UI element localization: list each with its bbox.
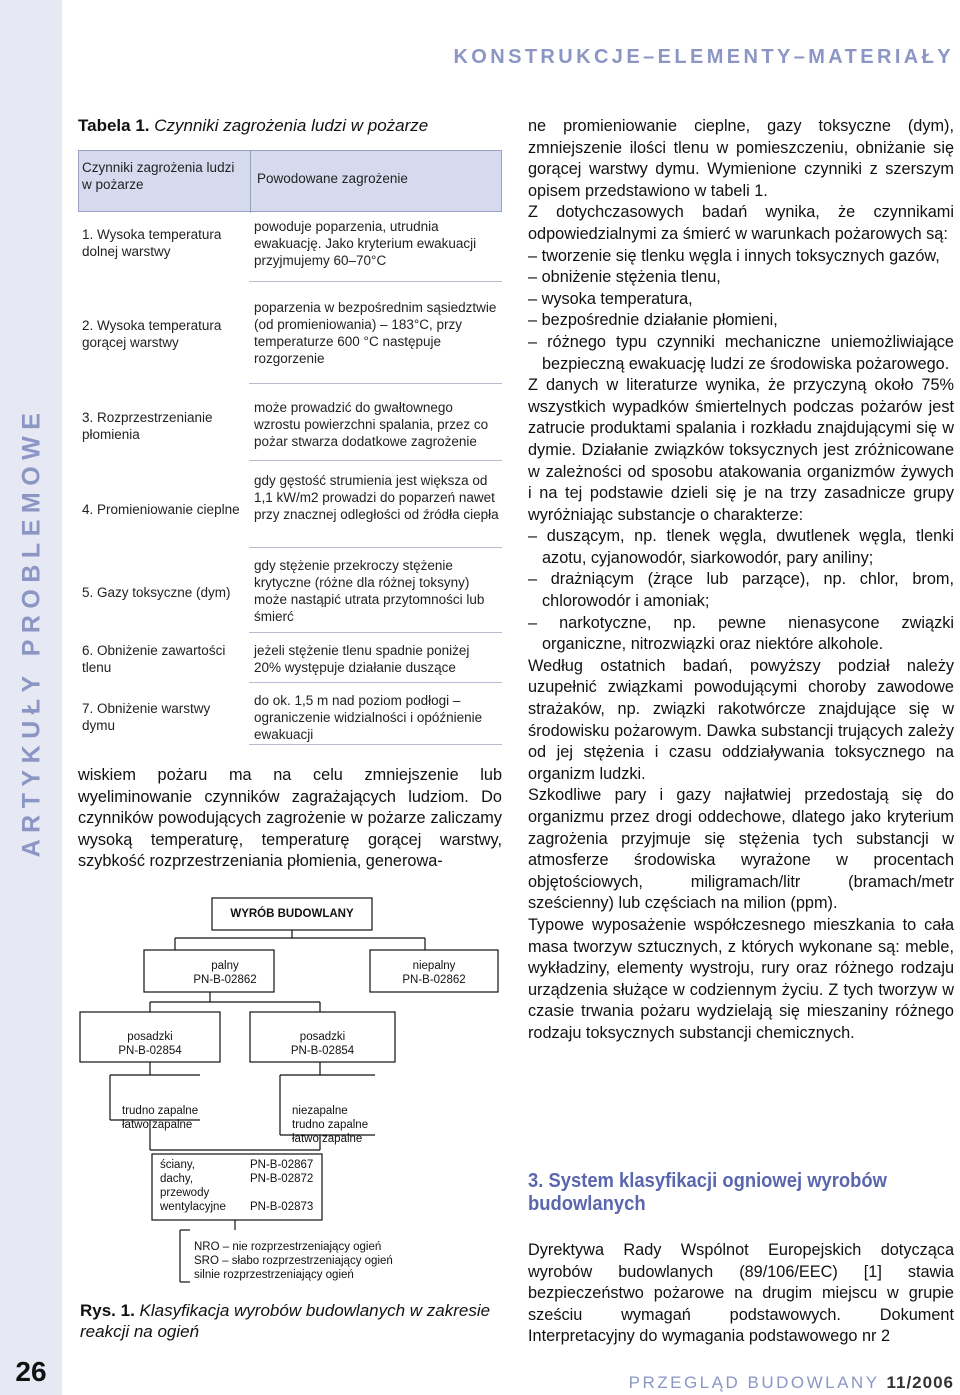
table-title [78, 116, 428, 136]
sidebar-label: ARTYKUŁY PROBLEMOWE [17, 406, 46, 858]
list-item: – tworzenie się tlenku węgla i innych toksycznych gazów, [528, 246, 940, 265]
paragraph: Typowe wyposażenie współczesnego mieszkania to cała masa tworzyw sztucznych, z których wykonane są: meble, wykładziny, elementy wystroju, rury oraz różnego rodzaju urządzenia służące w codziennym życiu. Z tych tworzyw w czasie trwania pożaru wydzielają się mieszaniny różnego rodzaju toksycznych substancji chemicznych. [528, 915, 954, 1042]
factor-cell: 2. Wysoka temperatura gorącej warstwy [82, 318, 222, 350]
factor-cell: 3. Rozprzestrzenianie płomienia [82, 410, 213, 442]
right-column-text [528, 116, 954, 1045]
bottom-text [528, 1240, 954, 1348]
page-number: 26 [15, 1356, 47, 1387]
paragraph: ne promieniowanie cieplne, gazy toksyczne (dym), zmniejszenie ilości tlenu w pomieszczeniu, obniżanie się gorącej warstwy dymu. Wymienione czynniki z szerszym opisem przedstawiono w tabeli 1. [528, 117, 954, 200]
list-item: – narkotyczne, np. pewne nienasycone związki organiczne, nitrozwiązki oraz niektóre alkohole. [528, 613, 954, 654]
factor-cell: 5. Gazy toksyczne (dym) [82, 585, 231, 600]
journal-name: PRZEGLĄD BUDOWLANY [628, 1373, 880, 1392]
right-leaf: niezapalne trudno zapalne łatwo zapalne [292, 1105, 369, 1145]
list-item: – wysoka temperatura, [528, 289, 693, 308]
hazard-cell: poparzenia w bezpośrednim sąsiedztwie (od promieniowania) – 183°C, przy temperaturze 600 °C następuje rozgorzenie [254, 300, 497, 366]
table-caption: Czynniki zagrożenia ludzi w pożarze [154, 116, 429, 135]
table-header [78, 150, 502, 212]
classification-diagram [70, 880, 510, 1300]
posadzki-right-node: posadzki PN-B-02854 [290, 1031, 355, 1057]
hazard-table [78, 150, 502, 742]
paragraph: wiskiem pożaru ma na celu zmniejszenie lub wyeliminowanie czynników zagrażających ludziom. Do czynników powodujących zagrożenie w pożarze zaliczamy wysoką temperaturę, temperaturę gorącej warstwy, szybkość rozprzestrzeniania płomienia, generowa- [78, 766, 502, 871]
hazard-cell: jeżeli stężenie tlenu spadnie poniżej 20% występuje działanie duszące [254, 643, 470, 675]
list-item: – różnego typu czynniki mechaniczne uniemożliwiające bezpieczną ewakuację ludzi ze środowiska pożarowego. [528, 332, 954, 373]
paragraph: Szkodliwe pary i gazy najłatwiej przedostają się do organizmu przez drogi oddechowe, dlatego jako kryterium zagrożenia przyjmuje się stężenia tych substancji w atmosferze środowiska wyrażone w procentach objętościowych, miligramach/litr (bramach/metr sześcienny) lub częściach na milion (ppm). [528, 786, 954, 913]
list-item: – drażniącym (żrące lub parzące), np. chlor, brom, chlorowodór i amoniak; [528, 570, 954, 611]
hazard-cell: gdy gęstość strumienia jest większa od 1,1 kW/m2 prowadzi do poparzeń nawet przy znacznej odległości od źródła ciepła [254, 473, 499, 522]
posadzki-left-node: posadzki PN-B-02854 [118, 1031, 182, 1057]
hazard-cell: powoduje poparzenia, utrudnia ewakuację. Jako kryterium ewakuacji przyjmujemy 60–70°C [254, 219, 477, 268]
sidebar [0, 0, 62, 1395]
col2-header: Powodowane zagrożenie [257, 171, 408, 186]
running-header: KONSTRUKCJE–ELEMENTY–MATERIAŁY [453, 46, 954, 68]
hazard-cell: do ok. 1,5 m nad poziom podłogi – ograniczenie widzialności i opóźnienie ewakuacji [254, 693, 483, 742]
caption-label: Rys. 1. [80, 1301, 135, 1320]
paragraph: Z danych w literaturze wynika, że przyczyną około 75% wszystkich wypadków śmiertelnych podczas pożarów jest zatrucie produktami spalania i rozkładu znajdującymi się w dymie. Działanie związków toksycznych jest zróżnicowane w zależności od sposobu atakowania organizmów żywych i na tej podstawie dzieli się je na trzy zasadnicze grupy wyróżniając substancje o charakterze: [528, 376, 954, 524]
list-item: – obniżenie stężenia tlenu, [528, 268, 721, 287]
caption-text: Klasyfikacja wyrobów budowlanych w zakresie reakcji na ogień [80, 1301, 491, 1341]
list-item: – bezpośrednie działanie płomieni, [528, 311, 778, 330]
footer [629, 1373, 954, 1393]
factor-cell: 6. Obniżenie zawartości tlenu [82, 643, 226, 675]
left-column-text [78, 765, 502, 873]
factor-cell: 1. Wysoka temperatura dolnej warstwy [82, 227, 222, 259]
legend: NRO – nie rozprzestrzeniający ogień SRO – słabo rozprzestrzeniający ogień silnie rozprzestrzeniający ogień [194, 1241, 393, 1281]
diagram-lines [70, 880, 510, 1300]
paragraph: Dyrektywa Rady Wspólnot Europejskich dotycząca wyrobów budowlanych (89/106/EEC) [1] stawia bezpieczeństwo pożarowe na drugim miejscu w grupie sześciu wymagań podstawowych. Dokument Interpretacyjny do wymagania podstawowego nr 2 [528, 1241, 954, 1346]
hazard-cell: gdy stężenie przekroczy stężenie krytyczne (różne dla różnej toksyny) może nastąpić utrata przytomności lub śmierć [254, 558, 485, 624]
sciany-labels: ściany, dachy, przewody wentylacyjne [160, 1159, 226, 1213]
table-label: Tabela 1. [78, 116, 150, 135]
factor-cell: 7. Obniżenie warstwy dymu [82, 701, 211, 733]
left-leaf: trudno zapalne łatwo zapalne [122, 1105, 199, 1131]
figure-caption [80, 1300, 500, 1342]
factor-cell: 4. Promieniowanie cieplne [82, 502, 240, 517]
col1-header: Czynniki zagrożenia ludzi w pożarze [82, 160, 235, 192]
root-node: WYRÓB BUDOWLANY [230, 908, 354, 920]
hazard-cell: może prowadzić do gwałtownego wzrostu powierzchni spalania, przez co pożar stwarza dodatkowe zagrożenie [254, 400, 489, 449]
niepalny-node: niepalny PN-B-02862 [402, 960, 466, 986]
issue-number: 11/2006 [886, 1373, 954, 1392]
paragraph: Z dotychczasowych badań wynika, że czynnikami odpowiedzialnymi za śmierć w warunkach pożarowych są: [528, 203, 954, 243]
section-heading: 3. System klasyfikacji ogniowej wyrobów budowlanych [528, 1170, 887, 1215]
palny-node: palny PN-B-02862 [193, 960, 257, 986]
paragraph: Według ostatnich badań, powyższy podział należy uzupełnić związkami powodującymi choroby zawodowe strażaków, np. związki rakotwórcze znajdujące się w środowisku pożarowym. Dawka substancji trujących zależy od jej stężenia i czasu oddziaływania toksycznego na organizm ludzki. [528, 656, 954, 783]
list-item: – duszącym, np. tlenek węgla, dwutlenek węgla, tlenki azotu, cyjanowodór, siarkowodór, pary aniliny; [528, 527, 954, 567]
sciany-norms: PN-B-02867 PN-B-02872 PN-B-02873 [250, 1159, 314, 1213]
